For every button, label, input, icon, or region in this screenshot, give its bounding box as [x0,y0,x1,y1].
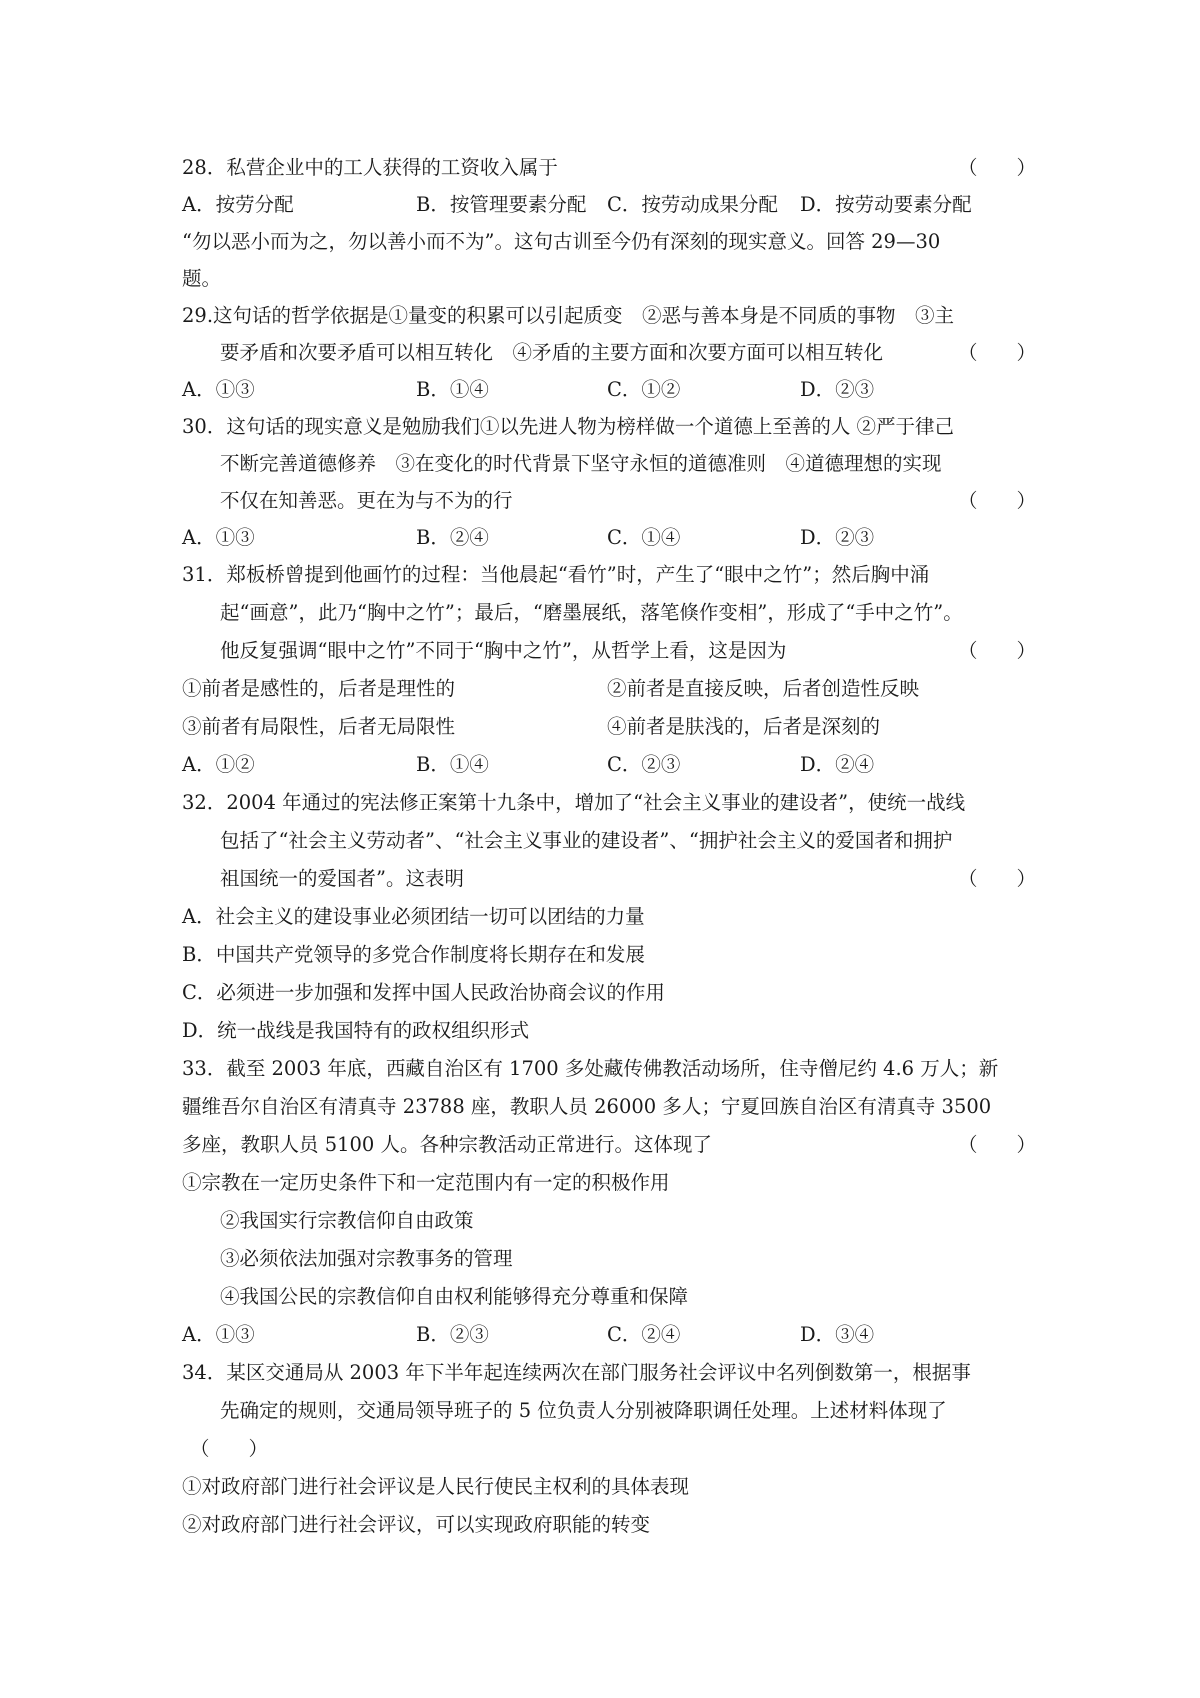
q32-option-d: D．统一战线是我国特有的政权组织形式 [182,1019,530,1042]
q34-stem-line-1: 34．某区交通局从 2003 年下半年起连续两次在部门服务社会评议中名列倒数第一，根据事 [182,1361,971,1384]
q28-option-a: A．按劳分配 [182,193,294,216]
q34-stem-line-2: 先确定的规则，交通局领导班子的 5 位负责人分别被降职调任处理。上述材料体现了 [220,1399,947,1422]
q31-statement-1: ①前者是感性的，后者是理性的 [182,677,456,700]
q29-stem-line-1: 29.这句话的哲学依据是①量变的积累可以引起质变 ②恶与善本身是不同质的事物 ③主 [182,304,955,327]
q33-statement-2: ②我国实行宗教信仰自由政策 [220,1209,474,1232]
q30-option-d: D．②③ [800,526,875,549]
q30-stem-line-3: 不仅在知善恶。更在为与不为的行 [220,489,513,512]
q30-option-b: B．②④ [416,526,489,549]
q28-answer-bracket: （ ） [958,156,1037,179]
q31-answer-bracket: （ ） [958,639,1037,662]
q29-answer-bracket: （ ） [958,341,1037,364]
q31-stem-line-2: 起“画意”，此乃“胸中之竹”；最后，“磨墨展纸，落笔倏作变相”，形成了“手中之竹”。 [220,601,963,624]
q29-stem-line-2: 要矛盾和次要矛盾可以相互转化 ④矛盾的主要方面和次要方面可以相互转化 [220,341,884,364]
q30-option-a: A．①③ [182,526,255,549]
q33-stem-line-3: 多座，教职人员 5100 人。各种宗教活动正常进行。这体现了 [182,1133,713,1156]
q31-option-b: B．①④ [416,753,489,776]
q32-stem-line-3: 祖国统一的爱国者”。这表明 [220,867,464,890]
q31-stem-line-3: 他反复强调“眼中之竹”不同于“胸中之竹”，从哲学上看，这是因为 [220,639,787,662]
q28-stem: 28．私营企业中的工人获得的工资收入属于 [182,156,558,179]
q29-option-a: A．①③ [182,378,255,401]
q31-statement-3: ③前者有局限性，后者无局限性 [182,715,456,738]
q30-stem-line-2: 不断完善道德修养 ③在变化的时代背景下坚守永恒的道德准则 ④道德理想的实现 [220,452,942,475]
q31-option-a: A．①② [182,753,255,776]
q34-answer-bracket: （ ） [190,1437,269,1460]
q33-option-d: D．③④ [800,1323,875,1346]
q28-option-c: C．按劳动成果分配 [607,193,778,216]
q33-statement-1: ①宗教在一定历史条件下和一定范围内有一定的积极作用 [182,1171,670,1194]
q30-answer-bracket: （ ） [958,489,1037,512]
q33-answer-bracket: （ ） [958,1133,1037,1156]
q31-option-c: C．②③ [607,753,681,776]
q30-option-c: C．①④ [607,526,681,549]
q33-option-b: B．②③ [416,1323,489,1346]
q33-option-a: A．①③ [182,1323,255,1346]
q32-stem-line-2: 包括了“社会主义劳动者”、“社会主义事业的建设者”、“拥护社会主义的爱国者和拥护 [220,829,953,852]
q33-statement-3: ③必须依法加强对宗教事务的管理 [220,1247,513,1270]
q28-option-d: D．按劳动要素分配 [800,193,972,216]
q33-stem-line-1: 33．截至 2003 年底，西藏自治区有 1700 多处藏传佛教活动场所，住寺僧尼约 4.6 万人；新 [182,1057,999,1080]
q32-option-b: B．中国共产党领导的多党合作制度将长期存在和发展 [182,943,645,966]
q31-statement-2: ②前者是直接反映，后者创造性反映 [607,677,920,700]
q30-stem-line-1: 30．这句话的现实意义是勉励我们①以先进人物为榜样做一个道德上至善的人 ②严于律己 [182,415,955,438]
q29-option-b: B．①④ [416,378,489,401]
q32-answer-bracket: （ ） [958,867,1037,890]
q29-option-c: C．①② [607,378,681,401]
q32-option-a: A．社会主义的建设事业必须团结一切可以团结的力量 [182,905,645,928]
q34-statement-1: ①对政府部门进行社会评议是人民行使民主权利的具体表现 [182,1475,690,1498]
intro-line-1: “勿以恶小而为之，勿以善小而不为”。这句古训至今仍有深刻的现实意义。回答 29—30 [182,230,941,253]
q31-statement-4: ④前者是肤浅的，后者是深刻的 [607,715,881,738]
q32-stem-line-1: 32．2004 年通过的宪法修正案第十九条中，增加了“社会主义事业的建设者”，使统一战线 [182,791,966,814]
q32-option-c: C．必须进一步加强和发挥中国人民政治协商会议的作用 [182,981,665,1004]
q31-stem-line-1: 31．郑板桥曾提到他画竹的过程：当他晨起“看竹”时，产生了“眼中之竹”；然后胸中涌 [182,563,930,586]
q34-statement-2: ②对政府部门进行社会评议，可以实现政府职能的转变 [182,1513,651,1536]
q33-stem-line-2: 疆维吾尔自治区有清真寺 23788 座，教职人员 26000 多人；宁夏回族自治区有清真寺 3500 [182,1095,992,1118]
q33-statement-4: ④我国公民的宗教信仰自由权利能够得充分尊重和保障 [220,1285,689,1308]
q31-option-d: D．②④ [800,753,875,776]
q33-option-c: C．②④ [607,1323,681,1346]
intro-line-2: 题。 [182,267,222,290]
q28-option-b: B．按管理要素分配 [416,193,587,216]
q29-option-d: D．②③ [800,378,875,401]
